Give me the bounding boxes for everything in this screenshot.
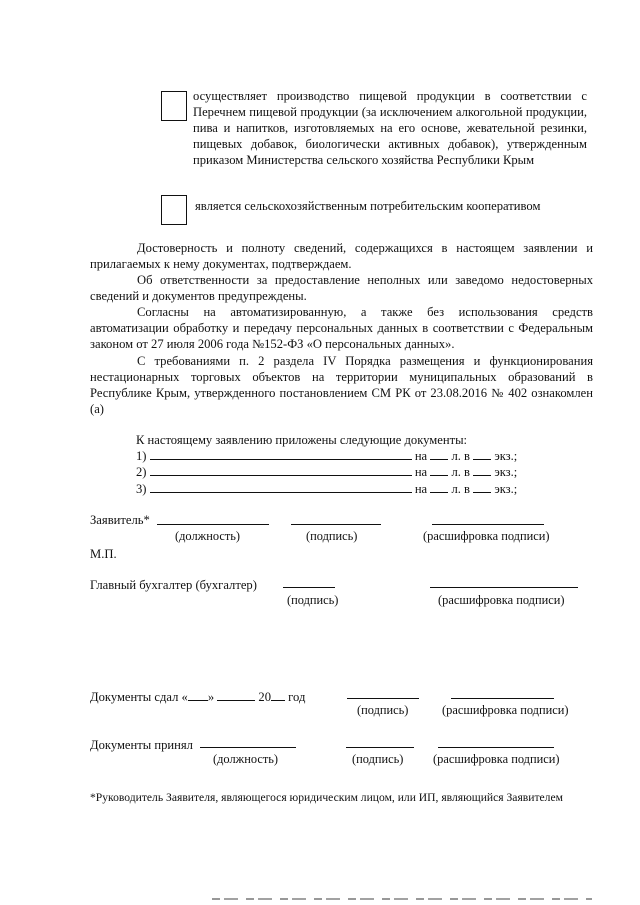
attachment-copies-field[interactable] (473, 480, 491, 493)
accountant-decoding-line[interactable] (430, 587, 578, 588)
received-label: Документы принял (90, 738, 193, 752)
received-signature-caption: (подпись) (352, 752, 404, 766)
applicant-decoding-caption: (расшифровка подписи) (423, 529, 550, 543)
received-decoding-line[interactable] (438, 747, 554, 748)
received-position-line[interactable] (200, 747, 296, 748)
handed-decoding-caption: (расшифровка подписи) (442, 703, 569, 717)
accountant-signature-caption: (подпись) (287, 593, 339, 607)
attachment-number: 2) (136, 465, 147, 479)
paragraph-requirements: С требованиями п. 2 раздела IV Порядка размещения и функционирования нестационарных торговых объектов на территории муниципальных образований в Республике Крым, утвержденного постановлением СМ РК от 23.08.2016 № 402 ознакомлен (а) (90, 354, 593, 416)
attachment-name-field[interactable] (150, 463, 412, 476)
received-signature-line[interactable] (346, 747, 414, 748)
attachment-pages-label: л. в (451, 465, 470, 479)
handed-century: 20 (258, 690, 272, 704)
paragraph-reliability: Достоверность и полноту сведений, содержащихся в настоящем заявлении и прилагаемых к нему документах, подтверждаем. (90, 241, 593, 271)
attachment-na-label: на (414, 465, 428, 479)
attachment-pages-field[interactable] (430, 480, 448, 493)
attachment-copies-label: экз.; (494, 482, 518, 496)
applicant-position-caption: (должность) (175, 529, 241, 543)
attachment-pages-field[interactable] (430, 463, 448, 476)
attachment-copies-field[interactable] (473, 463, 491, 476)
paragraph-personal-data: Согласны на автоматизированную, а также без использования средств автоматизации обработку и передачу персональных данных в соответствии с Федеральным законом от 27 июля 2006 года №152-ФЗ «О персональных данных». (90, 305, 593, 351)
handed-label: Документы сдал « (90, 690, 188, 704)
attachment-name-field[interactable] (150, 480, 412, 493)
applicant-signature-caption: (подпись) (306, 529, 358, 543)
accountant-signature-line[interactable] (283, 587, 335, 588)
received-decoding-caption: (расшифровка подписи) (433, 752, 560, 766)
attachment-number: 3) (136, 482, 147, 496)
handed-signature-caption: (подпись) (357, 703, 409, 717)
applicant-position-line[interactable] (157, 524, 269, 525)
attachment-na-label: на (414, 449, 428, 463)
option-food-production-text: осуществляет производство пищевой продукции в соответствии с Перечнем пищевой продукции (за исключением алкогольной продукции, пива и напитков, изготовляемых на его основе, жевательной резинки, пищевых добавок, биологически активных добавок), утвержденным приказом Министерства сельского хозяйства Республики Крым (193, 89, 587, 167)
handed-row (90, 688, 305, 705)
stamp-label: М.П. (90, 547, 117, 561)
attachments-heading: К настоящему заявлению приложены следующие документы: (136, 433, 468, 447)
checkbox-cooperative[interactable] (161, 195, 187, 225)
handed-decoding-line[interactable] (451, 698, 554, 699)
paragraph-responsibility: Об ответственности за предоставление неполных или заведомо недостоверных сведений и документов предупреждены. (90, 273, 593, 303)
scan-edge-artifact (212, 898, 592, 900)
received-position-caption: (должность) (213, 752, 279, 766)
attachment-pages-label: л. в (451, 482, 470, 496)
footnote: *Руководитель Заявителя, являющегося юридическим лицом, или ИП, являющийся Заявителем (90, 791, 563, 804)
accountant-decoding-caption: (расшифровка подписи) (438, 593, 565, 607)
handed-quote-close: » (207, 690, 215, 704)
checkbox-food-production[interactable] (161, 91, 187, 121)
attachment-copies-label: экз.; (494, 465, 518, 479)
attachment-row (136, 463, 546, 480)
applicant-label: Заявитель* (90, 513, 150, 527)
applicant-signature-line[interactable] (291, 524, 381, 525)
applicant-decoding-line[interactable] (432, 524, 544, 525)
handed-signature-line[interactable] (347, 698, 419, 699)
attachment-row (136, 447, 546, 464)
handed-year-label: год (288, 690, 306, 704)
handed-year-field[interactable] (271, 688, 285, 701)
attachment-row (136, 480, 546, 497)
attachment-name-field[interactable] (150, 447, 412, 460)
option-cooperative-text: является сельскохозяйственным потребительским кооперативом (195, 199, 541, 213)
attachment-copies-label: экз.; (494, 449, 518, 463)
accountant-label: Главный бухгалтер (бухгалтер) (90, 578, 257, 592)
attachment-na-label: на (414, 482, 428, 496)
attachment-pages-label: л. в (451, 449, 470, 463)
attachment-pages-field[interactable] (430, 447, 448, 460)
attachment-number: 1) (136, 449, 147, 463)
attachment-copies-field[interactable] (473, 447, 491, 460)
handed-month-field[interactable] (217, 688, 255, 701)
handed-day-field[interactable] (188, 688, 208, 701)
